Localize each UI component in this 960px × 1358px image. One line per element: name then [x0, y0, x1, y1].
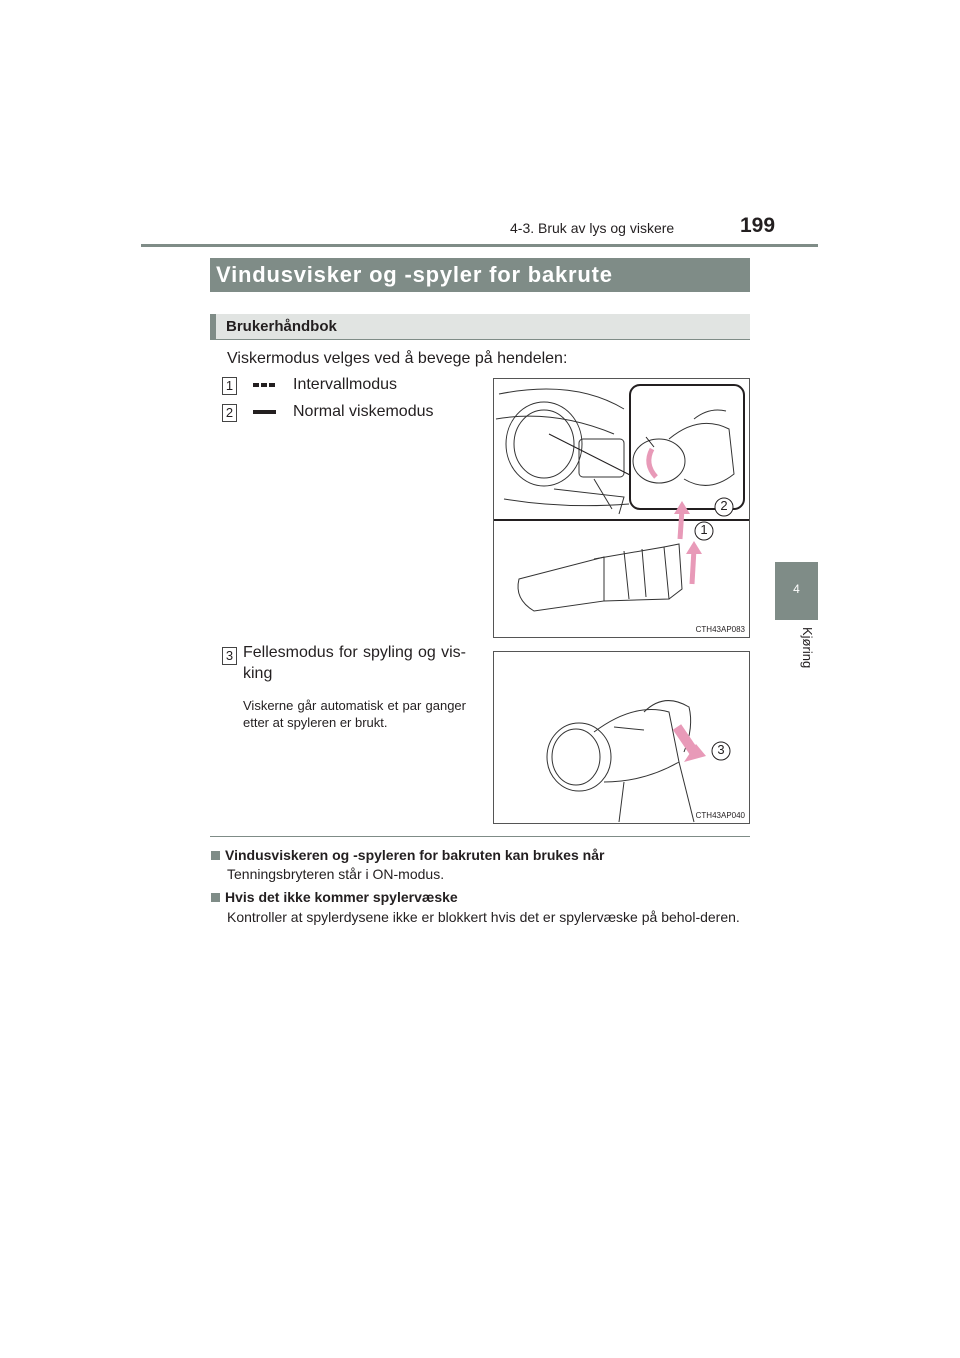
section-divider [210, 836, 750, 837]
figure-code: CTH43AP083 [695, 625, 745, 634]
note-heading-1 [211, 847, 604, 863]
mode-label-2: Normal viskemodus [293, 403, 434, 420]
intermittent-dash-icon [253, 383, 275, 387]
intro-text: Viskermodus velges ved å bevege på hendelen: [227, 350, 568, 367]
figure-lever-push [493, 651, 750, 824]
note-heading-text: Vindusviskeren og -spyleren for bakruten kan brukes når [225, 847, 605, 863]
mode-number-2: 2 [222, 404, 237, 422]
callout-1: 1 [700, 522, 708, 537]
chapter-tab: 4 [775, 562, 818, 620]
note-heading-text: Hvis det ikke kommer spylervæske [225, 889, 458, 905]
page-number: 199 [740, 214, 776, 237]
note-heading-2 [211, 889, 458, 905]
callout-2: 2 [720, 498, 728, 513]
figure-lever-dashboard [493, 378, 750, 638]
bullet-square-icon [211, 893, 220, 902]
mode-label-3: Fellesmodus for spyling og vis-king [243, 644, 466, 682]
header-rule [141, 244, 818, 247]
mode-number-1: 1 [222, 377, 237, 395]
section-heading: 4-3. Bruk av lys og viskere [510, 220, 675, 236]
bullet-square-icon [211, 851, 220, 860]
mode-number-3: 3 [222, 647, 237, 665]
lever-push-illustration [494, 652, 750, 824]
page-title: Vindusvisker og -spyler for bakrute [210, 258, 750, 292]
mode-label-1: Intervallmodus [293, 376, 398, 393]
solid-line-icon [253, 410, 276, 414]
lever-illustration [494, 379, 750, 638]
chapter-label: Kjøring [800, 627, 815, 669]
mode-note-3: Viskerne går automatisk et par ganger etter at spyleren er brukt. [243, 698, 466, 730]
figure-code: CTH43AP040 [695, 811, 745, 820]
note-body-2: Kontroller at spylerdysene ikke er blokkert hvis det er spylervæske på behol-deren. [227, 909, 740, 925]
callout-3: 3 [717, 742, 725, 757]
note-body-1: Tenningsbryteren står i ON-modus. [227, 866, 445, 882]
subtitle-bar: Brukerhåndbok [210, 314, 750, 340]
